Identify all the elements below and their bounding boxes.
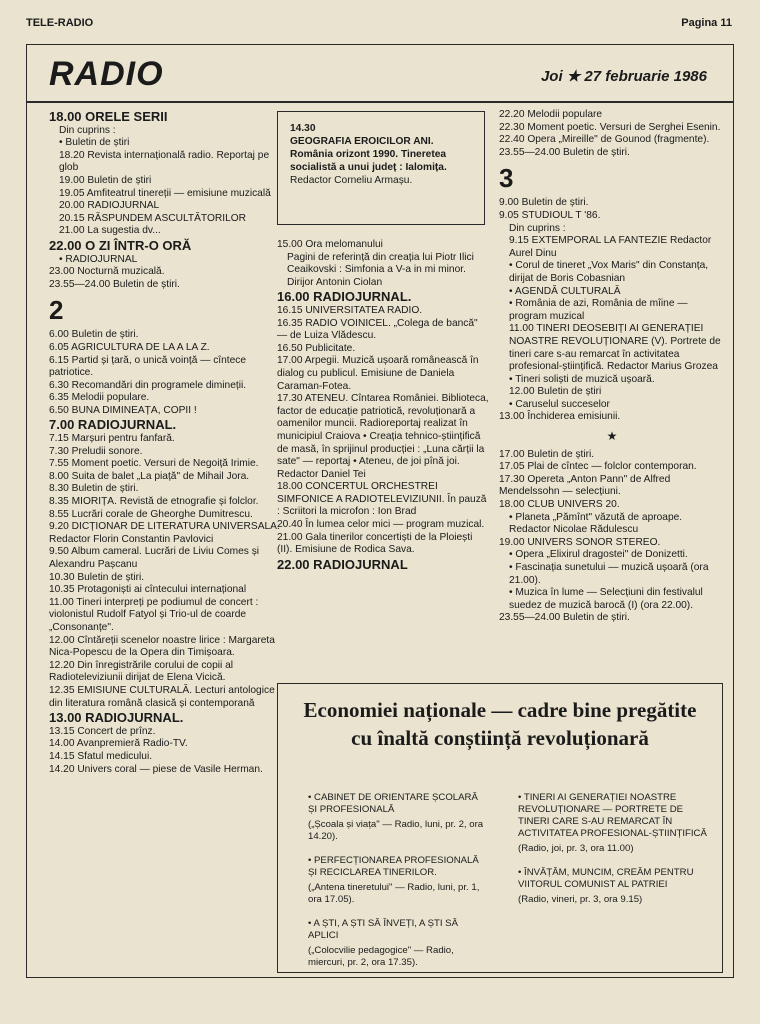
- program-entry: 9.50 Album cameral. Lucrări de Liviu Comes și Alexandru Pașcanu: [49, 546, 260, 570]
- program-entry: 23.55—24.00 Buletin de știri.: [499, 612, 630, 624]
- program-entry: 15.00 Ora melomanului: [277, 239, 383, 250]
- campaign-headline: [278, 696, 722, 752]
- section-title: RADIO: [49, 55, 164, 93]
- campaign-item-reference: („Colocvilie pedagogice" — Radio, miercuri, pr. 2, ora 17.35).: [308, 945, 454, 968]
- program-entry: 6.05 AGRICULTURA DE LA A LA Z.: [49, 341, 210, 353]
- masthead: [26, 14, 732, 32]
- program-entry: 18.00 CLUB UNIVERS 20.: [499, 499, 620, 511]
- program-entry: 18.00 ORELE SERII: [49, 109, 168, 124]
- program-entry: 10.30 Buletin de știri.: [49, 571, 145, 583]
- program-entry: • România de azi, România de mîine — program muzical: [509, 298, 688, 322]
- campaign-item-reference: (Radio, joi, pr. 3, ora 11.00): [518, 843, 634, 854]
- program-entry: • Corul de tineret „Vox Maris" din Constanța, dirijat de Boris Cobasnian: [509, 260, 709, 284]
- featured-program-box: [277, 111, 485, 225]
- program-entry: 7.00 RADIOJURNAL.: [49, 417, 177, 433]
- program-entry: 8.30 Buletin de știri.: [49, 483, 139, 495]
- program-entry: 17.00 Arpegii. Muzică ușoară românească în dialog cu publicul. Emisiune de Daniela Caraman-Fotea.: [277, 355, 479, 392]
- radio-page-frame: [26, 44, 734, 978]
- program-entry: 9.05 STUDIOUL T '86.: [499, 209, 601, 221]
- program-entry: 21.00 La sugestia dv...: [59, 225, 161, 237]
- program-entry: 10.35 Protagoniști ai cîntecului internațional: [49, 584, 247, 596]
- section-date: Joi ★ 27 februarie 1986: [540, 68, 707, 85]
- campaign-box: [277, 683, 723, 973]
- section-header: [27, 45, 733, 103]
- program-entry: 13.00 RADIOJURNAL.: [49, 710, 184, 726]
- program-entry: 14.00 Avanpremieră Radio-TV.: [49, 738, 188, 750]
- program-entry: 16.50 Publicitate.: [277, 342, 356, 354]
- program-entry: 16.00 RADIOJURNAL.: [277, 289, 412, 305]
- program-entry: 7.55 Moment poetic. Versuri de Negoiță Irimie.: [49, 458, 259, 470]
- campaign-item-title: • PERFECȚIONAREA PROFESIONALĂ ȘI RECICLAREA TINERILOR.: [308, 855, 479, 878]
- program-entry: Din cuprins :: [509, 222, 566, 234]
- program-entry: 20.00 RADIOJURNAL: [59, 200, 160, 212]
- program-entry: 16.35 RADIO VOINICEL. „Colega de bancă" — de Luiza Vlădescu.: [277, 317, 478, 342]
- program-entry: 7.15 Marșuri pentru fanfară.: [49, 433, 175, 445]
- program-column-1: [49, 109, 281, 776]
- program-entry: 12.35 EMISIUNE CULTURALĂ. Lecturi antologice din literatura română clasică și contemporană: [49, 684, 275, 709]
- campaign-item: [308, 918, 486, 969]
- program-entry: 20.40 În lumea celor mici — program muzical.: [277, 519, 485, 531]
- program-entry: 23.55—24.00 Buletin de știri.: [49, 278, 180, 290]
- program-entry: 9.15 EXTEMPORAL LA FANTEZIE Redactor Aurel Dinu: [509, 235, 712, 259]
- program-entry: 14.15 Sfatul medicului.: [49, 750, 153, 762]
- program-entry: 6.35 Melodii populare.: [49, 392, 150, 404]
- campaign-item: [518, 867, 708, 906]
- program-entry: 23.55—24.00 Buletin de știri.: [499, 146, 630, 158]
- campaign-item-title: • ÎNVĂȚĂM, MUNCIM, CREĂM PENTRU VIITORUL COMUNIST AL PATRIEI: [518, 867, 694, 890]
- program-entry: 22.00 RADIOJURNAL: [277, 556, 408, 572]
- program-entry: 19.00 UNIVERS SONOR STEREO.: [499, 536, 661, 548]
- program-entry: 23.00 Nocturnă muzicală.: [49, 266, 165, 278]
- program-entry: 11.00 Tineri interpreți pe podiumul de concert : violonistul Rudolf Fatyol și Trio-ul de coarde „Consonanțe".: [49, 596, 259, 633]
- program-entry: 19.00 Buletin de știri: [59, 174, 152, 186]
- program-entry: 13.00 Închiderea emisiunii.: [499, 411, 621, 423]
- program-entry: • Buletin de știri: [59, 137, 130, 149]
- program-entry: 22.00 O ZI ÎNTR-O ORĂ: [49, 237, 192, 253]
- program-entry: 20.15 RĂSPUNDEM ASCULTĂTORILOR: [59, 212, 247, 224]
- campaign-item-reference: („Școala și viața" — Radio, luni, pr. 2, ora 14.20).: [308, 819, 484, 842]
- program-entry: 17.30 ATENEU. Cîntarea României. Biblioteca, factor de educație patriotică, revoluționară a oamenilor muncii. Radioreportaj realizat în municipiul Craiova • Creația tehnico-științifică de masă, în sprijinul producției : „Luna cărții la sate" — reportaj • Ateneu, de joi pînă joi. Redactor Daniel Tei: [277, 393, 489, 480]
- campaign-headline-line-1: Economiei naționale — cadre bine pregătite: [303, 698, 697, 722]
- program-entry: 17.00 Buletin de știri.: [499, 448, 595, 460]
- program-entry: 6.15 Partid și țară, o unică voință — cîntece patriotice.: [49, 354, 247, 379]
- program-entry: 22.40 Opera „Mireille" de Gounod (fragmente).: [499, 134, 710, 146]
- campaign-list-left: [308, 792, 486, 981]
- program-entry: 11.00 TINERI DEOSEBIȚI AI GENERAȚIEI NOASTRE REVOLUȚIONARE (V). Portrete de tineri care s-au remarcat în activitatea profesional-științifică. Redactor Marius Grozea: [509, 323, 721, 373]
- program-entry: • Planeta „Pămînt" văzută de aproape. Redactor Nicolae Rădulescu: [509, 511, 683, 536]
- program-section-number: 2: [49, 295, 64, 326]
- campaign-item-reference: („Antena tineretului" — Radio, luni, pr. 1, ora 17.05).: [308, 882, 480, 905]
- program-entry: • Opera „Elixirul dragostei" de Donizetti.: [509, 549, 688, 561]
- campaign-item-title: • A ȘTI, A ȘTI SĂ ÎNVEȚI, A ȘTI SĂ APLICI: [308, 918, 458, 941]
- program-entry: Din cuprins :: [59, 124, 116, 136]
- program-entry: ★: [606, 429, 618, 444]
- campaign-item: [308, 855, 486, 906]
- program-entry: 16.15 UNIVERSITATEA RADIO.: [277, 304, 423, 316]
- campaign-item: [308, 792, 486, 843]
- program-entry: 6.50 BUNA DIMINEAȚA, COPII !: [49, 404, 197, 416]
- program-entry: Pagini de referință din creația lui Piotr Ilici Ceaikovski : Simfonia a V-a in mi minor. Dirijor Antonin Ciolan: [287, 251, 474, 288]
- program-entry: 22.30 Moment poetic. Versuri de Serghei Esenin.: [499, 121, 721, 133]
- campaign-item-title: • TINERI AI GENERAȚIEI NOASTRE REVOLUȚIONARE — PORTRETE DE TINERI CARE S-AU REMARCAT ÎN ACTIVITATEA PROFESIONAL-ȘTIINȚIFICĂ: [518, 792, 707, 839]
- program-entry: • Muzica în lume — Selecțiuni din festivalul suedez de muzică barocă (I) (ora 22.00).: [509, 587, 703, 611]
- campaign-item-title: • CABINET DE ORIENTARE ȘCOLARĂ ȘI PROFESIONALĂ: [308, 792, 478, 815]
- program-entry: 8.55 Lucrări corale de Gheorghe Dumitrescu.: [49, 508, 253, 520]
- program-entry: 8.00 Suita de balet „La piață" de Mihail Jora.: [49, 470, 250, 482]
- campaign-item: [518, 792, 708, 855]
- program-entry: 13.15 Concert de prînz.: [49, 725, 156, 737]
- featured-title: GEOGRAFIA EROICILOR ANI. România orizont 1990. Tineretea socialistă a unui județ : Ialomița.: [290, 136, 447, 173]
- program-entry: 6.30 Recomandări din programele dimineții.: [49, 379, 247, 391]
- program-column-2: [277, 239, 489, 572]
- program-entry: 9.00 Buletin de știri.: [499, 197, 589, 209]
- program-entry: 17.30 Opereta „Anton Pann" de Alfred Mendelssohn — selecțiuni.: [499, 473, 671, 498]
- program-entry: 22.20 Melodii populare: [499, 109, 603, 120]
- program-entry: 6.00 Buletin de știri.: [49, 329, 139, 341]
- program-entry: 7.30 Preludii sonore.: [49, 445, 143, 457]
- program-entry: 12.00 Buletin de știri: [509, 386, 602, 398]
- program-column-3: [499, 109, 725, 625]
- program-entry: 12.00 Cîntăreții scenelor noastre lirice : Margareta Nica-Popescu de la Opera din Timișoara.: [49, 634, 275, 659]
- program-entry: 18.00 CONCERTUL ORCHESTREI SIMFONICE A RADIOTELEVIZIUNII. În pauză : Scriitori la microfon : Ion Brad: [277, 481, 487, 518]
- program-entry: 17.05 Plai de cîntec — folclor contemporan.: [499, 461, 697, 473]
- program-entry: 8.35 MIORIȚA. Revistă de etnografie și folclor.: [49, 496, 259, 508]
- program-entry: 19.05 Amfiteatrul tinereții — emisiune muzicală: [59, 187, 271, 199]
- program-entry: 21.00 Gala tinerilor concertiști de la Ploiești (II). Emisiune de Rodica Sava.: [277, 531, 473, 556]
- program-entry: • Tineri soliști de muzică ușoară.: [509, 373, 655, 385]
- program-entry: • RADIOJURNAL: [59, 253, 138, 265]
- program-entry: • AGENDĂ CULTURALĂ: [509, 285, 621, 297]
- program-entry: • Fascinația sunetului — muzică ușoară (ora 21.00).: [509, 562, 709, 586]
- campaign-list-right: [518, 792, 708, 918]
- campaign-item-reference: (Radio, vineri, pr. 3, ora 9.15): [518, 894, 643, 905]
- masthead-publication: TELE-RADIO: [26, 17, 94, 29]
- campaign-headline-line-2: cu înaltă conștiință revoluționară: [351, 726, 649, 750]
- featured-editor: Redactor Corneliu Armașu.: [290, 175, 413, 186]
- program-section-number: 3: [499, 163, 514, 194]
- program-entry: • Caruselul succeselor: [509, 398, 610, 410]
- featured-time: 14.30: [290, 123, 316, 134]
- program-entry: 12.20 Din înregistrările corului de copii al Radioteleviziunii dirijat de Elena Vicică.: [49, 659, 234, 684]
- program-entry: 14.20 Univers coral — piese de Vasile Herman.: [49, 763, 263, 775]
- masthead-page-number: Pagina 11: [681, 17, 732, 29]
- program-entry: 18.20 Revista internațională radio. Reportaj pe glob: [59, 149, 270, 174]
- program-entry: 9.20 DICȚIONAR DE LITERATURA UNIVERSALA. Redactor Florin Constantin Pavlovici: [49, 521, 280, 545]
